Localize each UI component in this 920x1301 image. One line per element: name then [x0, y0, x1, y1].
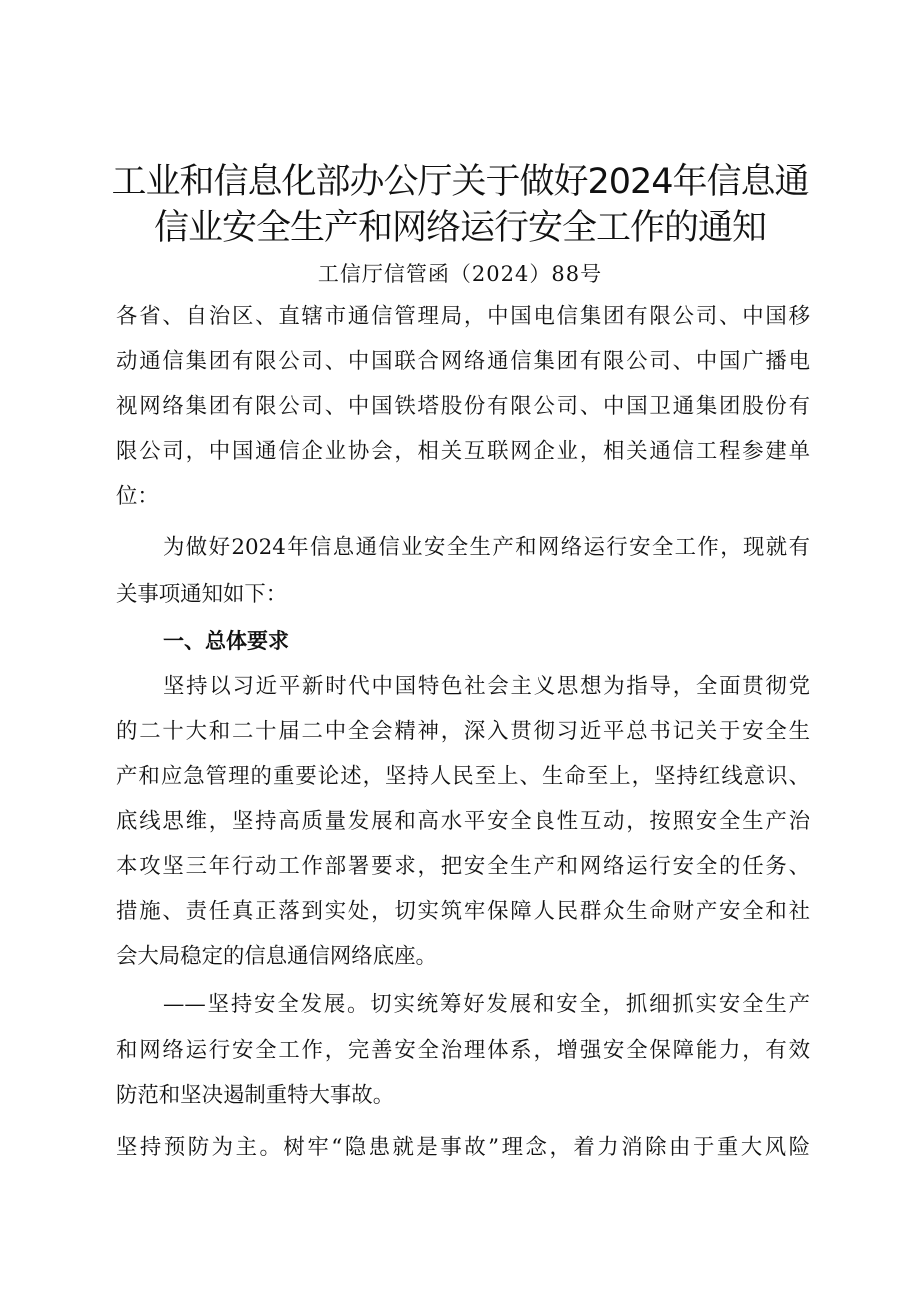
paragraph-line: 底线思维，坚持高质量发展和高水平安全良性互动，按照安全生产治: [116, 809, 810, 834]
addressee-line: 位：: [116, 484, 159, 509]
paragraph-line: 会大局稳定的信息通信网络底座。: [116, 944, 437, 969]
document-title-line-1: 工业和信息化部办公厅关于做好2024年信息通: [111, 162, 809, 202]
addressee-line: 限公司，中国通信企业协会，相关互联网企业，相关通信工程参建单: [116, 439, 810, 464]
addressee-line: 动通信集团有限公司、中国联合网络通信集团有限公司、中国广播电: [116, 349, 810, 374]
intro-line: 为做好2024年信息通信业安全生产和网络运行安全工作，现就有: [163, 535, 810, 560]
document-number: 工信厅信管函（2024）88号: [317, 262, 603, 286]
paragraph-line: 的二十大和二十届二中全会精神，深入贯彻习近平总书记关于安全生: [116, 719, 810, 744]
addressee-line: 视网络集团有限公司、中国铁塔股份有限公司、中国卫通集团股份有: [116, 394, 810, 419]
principle-line: 坚持预防为主。树牢“隐患就是事故”理念，着力消除由于重大风险: [116, 1135, 810, 1160]
document-title-line-2: 信业安全生产和网络运行安全工作的通知: [153, 208, 766, 248]
principle-line: ——坚持安全发展。切实统筹好发展和安全，抓细抓实安全生产: [163, 992, 810, 1017]
section-heading: 一、总体要求: [163, 629, 289, 653]
paragraph-line: 坚持以习近平新时代中国特色社会主义思想为指导，全面贯彻党: [163, 674, 810, 699]
principle-line: 和网络运行安全工作，完善安全治理体系，增强安全保障能力，有效: [116, 1038, 810, 1063]
paragraph-line: 措施、责任真正落到实处，切实筑牢保障人民群众生命财产安全和社: [116, 899, 810, 924]
intro-line: 关事项通知如下：: [116, 582, 288, 607]
addressee-line: 各省、自治区、直辖市通信管理局，中国电信集团有限公司、中国移: [116, 304, 810, 329]
principle-line: 防范和坚决遏制重特大事故。: [116, 1083, 395, 1108]
paragraph-line: 产和应急管理的重要论述，坚持人民至上、生命至上，坚持红线意识、: [116, 764, 810, 789]
paragraph-line: 本攻坚三年行动工作部署要求，把安全生产和网络运行安全的任务、: [116, 854, 810, 879]
